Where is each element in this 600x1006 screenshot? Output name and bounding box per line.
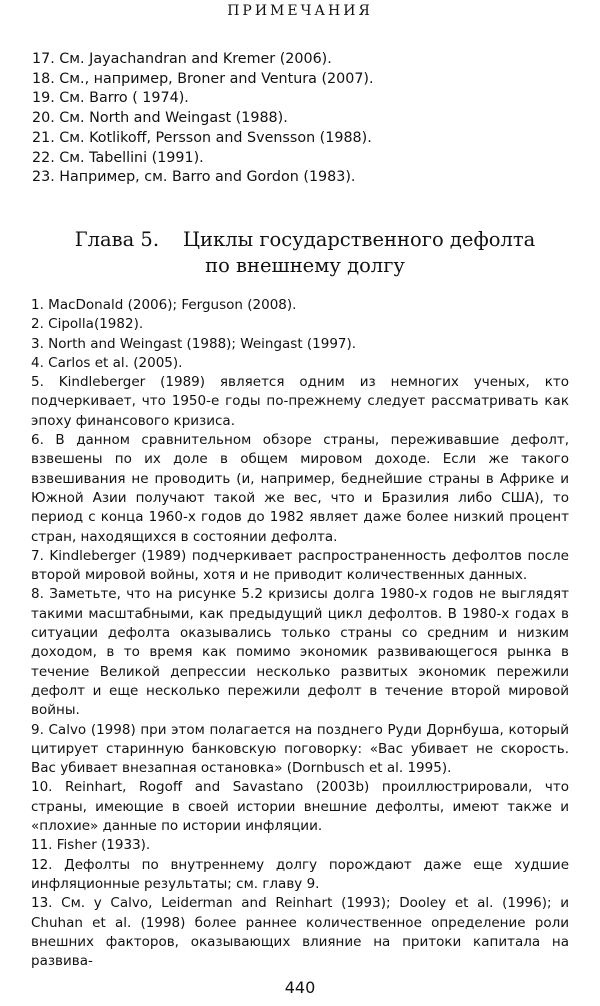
chapter-heading — [40, 227, 570, 279]
note-21: 21. См. Kotlikoff, Persson and Svensson (1988). — [32, 129, 372, 146]
chapter-title-line2: по внешнему долгу — [205, 254, 405, 277]
top-notes-list — [32, 50, 577, 188]
note-2: 2. Cipolla(1982). — [31, 316, 144, 333]
page-number: 440 — [284, 978, 316, 997]
chapter-number: Глава 5. — [74, 228, 160, 251]
note-3: 3. North and Weingast (1988); Weingast (1997). — [31, 335, 357, 352]
note-12: 12. Дефолты по внутреннему долгу порождают даже еще худшие инфляционные результаты; см. главу 9. — [31, 856, 569, 892]
note-9: 9. Calvo (1998) при этом полагается на позднего Руди Дорнбуша, который цитирует старинную банковскую поговорку: «Вас убивает не скорость. Вас убивает внезапная остановка» (Dornbusch et al. 1995). — [31, 721, 569, 777]
chapter-notes-list — [31, 296, 569, 971]
note-6: 6. В данном сравнительном обзоре страны, переживавшие дефолт, взвешены по их доле в общем мировом доходе. Если же такого взвешивания не проводить (и, например, беднейшие страны в Африке и Южной Азии получают такой же вес, что и Бразилия либо США), то период с конца 1960-х годов до 1982 являет даже более низкий процент стран, находящихся в состоянии дефолта. — [31, 432, 569, 545]
note-17: 17. См. Jayachandran and Kremer (2006). — [32, 51, 332, 67]
chapter-title-line1: Циклы государственного дефолта — [183, 228, 536, 251]
note-1: 1. MacDonald (2006); Ferguson (2008). — [31, 297, 297, 313]
chapter-heading-line1 — [40, 227, 570, 253]
note-10: 10. Reinhart, Rogoff and Savastano (2003b) проиллюстрировали, что страны, имеющие в своей истории внешние дефолты, имеют также и «плохие» данные по истории инфляции. — [31, 779, 569, 835]
note-8: 8. Заметьте, что на рисунке 5.2 кризисы долга 1980-х годов не выглядят такими масштабными, как предыдущий цикл дефолтов. В 1980-х годах в ситуации дефолта оказывались только страны со средним и низким доходом, в то время как помимо экономик развивающегося рынка в течение Великой депрессии несколько развитых экономик пережили дефолт и еще несколько пережили дефолт в течение второй мировой войны. — [31, 586, 569, 719]
note-18: 18. См., например, Broner and Ventura (2007). — [32, 70, 374, 87]
note-7: 7. Kindleberger (1989) подчеркивает распространенность дефолтов после второй мировой войны, хотя и не приводит количественных данных. — [31, 547, 569, 584]
note-23: 23. Например, см. Barro and Gordon (1983). — [32, 169, 356, 186]
note-22: 22. См. Tabellini (1991). — [32, 149, 204, 166]
note-5: 5. Kindleberger (1989) является одним из немногих ученых, кто подчеркивает, что 1950-е годы по-прежнему следует рассматривать как эпоху финансового кризиса. — [31, 374, 569, 429]
note-13: 13. См. у Calvo, Leiderman and Reinhart (1993); Dooley et al. (1996); и Chuhan et al. (1998) более раннее количественное определение роли внешних факторов, оказывающих влияние на притоки капитала на развива- — [31, 895, 569, 970]
note-19: 19. См. Barro ( 1974). — [32, 90, 189, 107]
note-20: 20. См. North and Weingast (1988). — [32, 110, 288, 127]
note-4: 4. Carlos et al. (2005). — [31, 354, 183, 371]
running-head: ПРИМЕЧАНИЯ — [227, 3, 373, 19]
note-11: 11. Fisher (1933). — [31, 837, 151, 854]
